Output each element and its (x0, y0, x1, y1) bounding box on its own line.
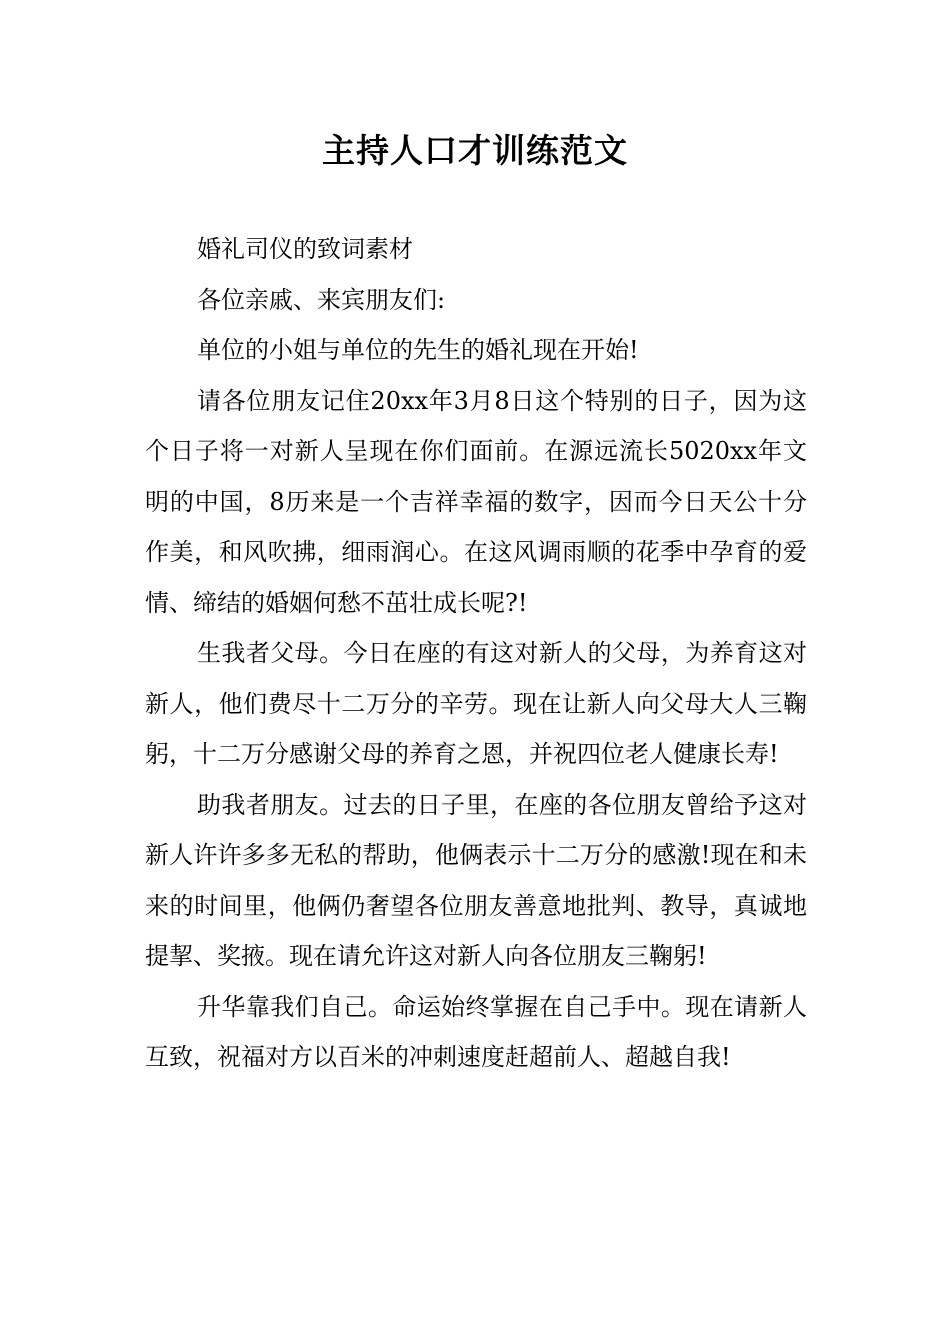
paragraph-closing: 升华靠我们自己。命运始终掌握在自己手中。现在请新人互致，祝福对方以百米的冲刺速度赶超前人、超越自我! (145, 992, 807, 1071)
paragraph-parents: 生我者父母。今日在座的有这对新人的父母，为养育这对新人，他们费尽十二万分的辛劳。现在让新人向父母大人三鞠躬，十二万分感谢父母的养育之恩，并祝四位老人健康长寿! (145, 639, 807, 768)
paragraph-greeting: 各位亲戚、来宾朋友们: (197, 285, 446, 314)
paragraph-friends: 助我者朋友。过去的日子里，在座的各位朋友曾给予这对新人许许多多无私的帮助，他俩表示十二万分的感激!现在和未来的时间里，他俩仍奢望各位朋友善意地批判、教导，真诚地提挈、奖掖。现在请允许这对新人向各位朋友三鞠躬! (145, 790, 807, 970)
paragraph-date: 请各位朋友记住20xx年3月8日这个特别的日子，因为这个日子将一对新人呈现在你们面前。在源远流长5020xx年文明的中国，8历来是一个吉祥幸福的数字，因而今日天公十分作美，和风吹拂，细雨润心。在这风调雨顺的花季中孕育的爱情、缔结的婚姻何愁不茁壮成长呢?! (145, 386, 807, 617)
document-body (145, 224, 807, 1083)
paragraph-opening: 单位的小姐与单位的先生的婚礼现在开始! (197, 336, 639, 364)
paragraph-heading: 婚礼司仪的致词素材 (197, 235, 413, 263)
document-title: 主持人口才训练范文 (322, 131, 628, 170)
